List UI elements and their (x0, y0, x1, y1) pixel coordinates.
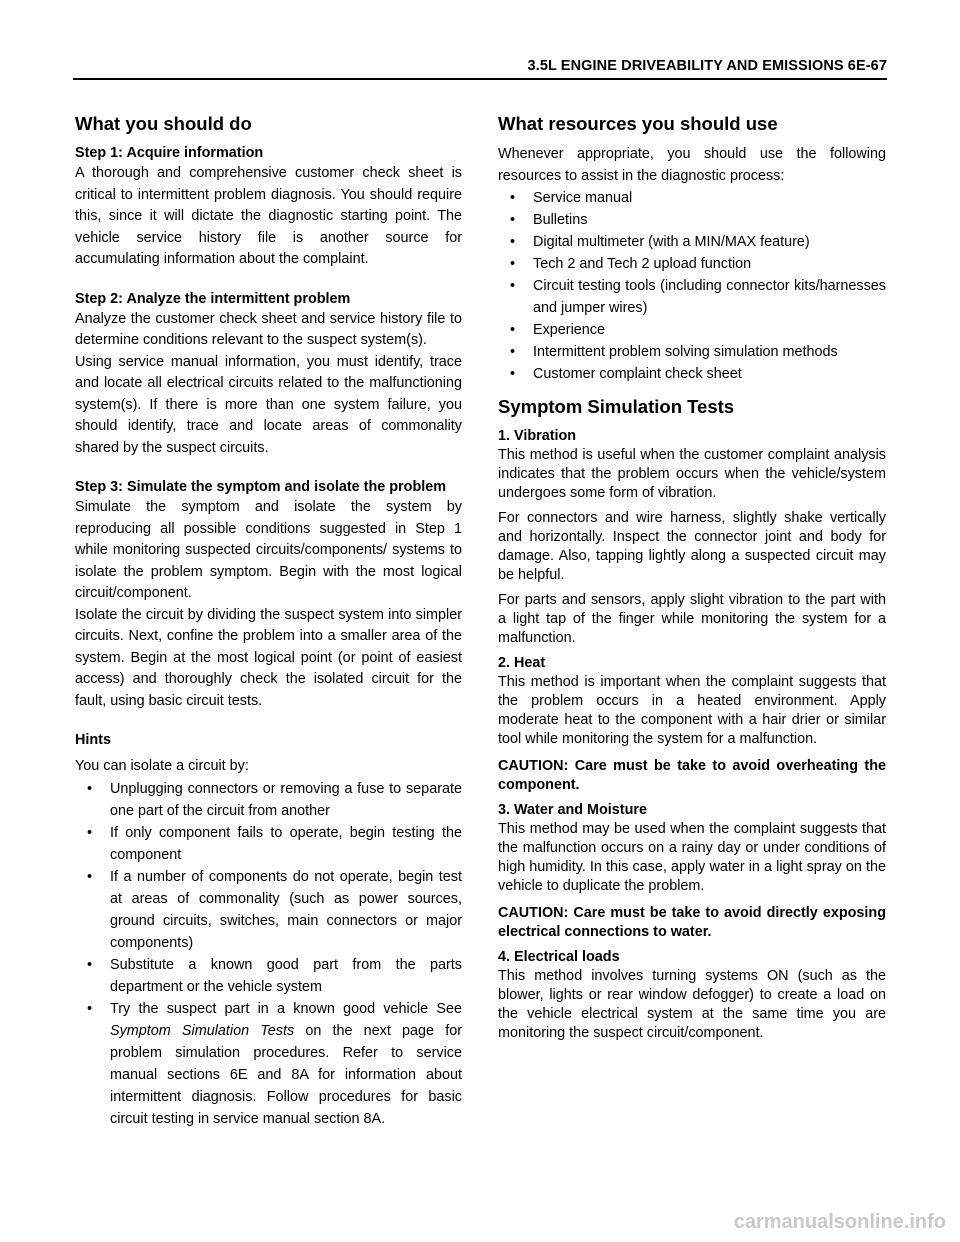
list-item (75, 822, 462, 866)
bullet-icon: • (510, 278, 516, 294)
bullet-icon: • (510, 256, 516, 272)
bullet-icon: • (87, 780, 93, 797)
hint-text: Unplugging connectors or removing a fuse to separate one part of the circuit from another (110, 780, 462, 819)
hint-text: If only component fails to operate, begin testing the component (110, 824, 462, 863)
heat-caution: CAUTION: Care must be take to avoid overheating the component. (498, 758, 886, 793)
right-column (498, 112, 886, 1043)
page-header-title: 3.5L ENGINE DRIVEABILITY AND EMISSIONS 6E-67 (527, 58, 887, 74)
bullet-icon: • (510, 212, 516, 228)
heat-title: 2. Heat (498, 655, 546, 671)
bullet-icon: • (87, 824, 93, 841)
hint-text-post: on the next page for problem simulation procedures. Refer to service manual sections 6E and 8A for information about intermittent diagnosis. Follow procedures for basic circuit testing in service manual section 8A. (110, 1022, 462, 1127)
list-item (75, 998, 462, 1130)
hints-title: Hints (75, 732, 111, 748)
list-item (498, 253, 886, 275)
resource-text: Experience (533, 322, 605, 338)
list-item (498, 231, 886, 253)
resource-text: Circuit testing tools (including connector kits/harnesses and jumper wires) (533, 278, 886, 316)
resource-text: Bulletins (533, 212, 588, 228)
list-item (498, 209, 886, 231)
hints-intro: You can isolate a circuit by: (75, 758, 249, 774)
water-caution: CAUTION: Care must be take to avoid directly exposing electrical connections to water. (498, 905, 886, 940)
left-column (75, 112, 462, 1130)
hint-text-pre: Try the suspect part in a known good vehicle See (110, 1000, 462, 1017)
list-item (498, 341, 886, 363)
bullet-icon: • (510, 234, 516, 250)
list-item (498, 275, 886, 319)
step2-text-2: Using service manual information, you must identify, trace and locate all electrical circuits related to the malfunctioning system(s). If there is more than one system failure, you should identify, trace and locate areas of commonality shared by the suspect circuits. (75, 353, 462, 456)
bullet-icon: • (510, 190, 516, 206)
step3-title: Step 3: Simulate the symptom and isolate the problem (75, 479, 447, 495)
list-item (75, 866, 462, 954)
resource-text: Intermittent problem solving simulation methods (533, 344, 838, 360)
symptom-simulation-reference: Symptom Simulation Tests (110, 1022, 295, 1039)
water-title: 3. Water and Moisture (498, 802, 647, 818)
hints-list (75, 778, 462, 1130)
hint-text: If a number of components do not operate, begin test at areas of commonality (such as power sources, ground circuits, switches, main connectors or major components) (110, 868, 462, 951)
list-item (75, 778, 462, 822)
water-text: This method may be used when the complaint suggests that the malfunction occurs on a rainy day or under conditions of high humidity. In this case, apply water in a light spray on the vehicle to duplicate the problem. (498, 821, 886, 894)
vibration-text-1: This method is useful when the customer complaint analysis indicates that the problem occurs when the vehicle/system undergoes some form of vibration. (498, 447, 886, 501)
list-item (498, 319, 886, 341)
list-item (75, 954, 462, 998)
resource-text: Customer complaint check sheet (533, 366, 742, 382)
list-item (498, 187, 886, 209)
electrical-loads-text: This method involves turning systems ON (such as the blower, lights or rear window defogger) to create a load on the vehicle electrical system at the same time you are monitoring the suspect circuit/component. (498, 968, 886, 1041)
step3-text-1: Simulate the symptom and isolate the system by reproducing all possible conditions suggested in Step 1 while monitoring suspected circuits/components/ systems to isolate the problem symptom. Begin with the most logical circuit/component. (75, 499, 462, 601)
resources-heading: What resources you should use (498, 113, 778, 134)
page-header (73, 58, 887, 80)
resources-intro: Whenever appropriate, you should use the following resources to assist in the diagnostic process: (498, 146, 886, 184)
watermark: carmanualsonline.info (733, 1211, 946, 1233)
heat-text: This method is important when the complaint suggests that the problem occurs in a heated environment. Apply moderate heat to the component with a hair drier or similar tool while monitoring the system for a malfunction. (498, 674, 886, 747)
hint-text: Substitute a known good part from the parts department or the vehicle system (110, 956, 462, 995)
electrical-loads-title: 4. Electrical loads (498, 949, 620, 965)
vibration-title: 1. Vibration (498, 428, 577, 444)
what-you-should-do-heading: What you should do (75, 113, 252, 134)
resource-text: Digital multimeter (with a MIN/MAX feature) (533, 234, 810, 250)
list-item (498, 363, 886, 385)
symptom-simulation-heading: Symptom Simulation Tests (498, 396, 735, 417)
step2-title: Step 2: Analyze the intermittent problem (75, 290, 351, 307)
step1-text: A thorough and comprehensive customer check sheet is critical to intermittent problem diagnosis. You should require this, since it will dictate the diagnostic starting point. The vehicle service history file is another source for accumulating information about the complaint. (75, 165, 462, 267)
vibration-text-2: For connectors and wire harness, slightly shake vertically and horizontally. Inspect the connector joint and body for damage. Also, tapping lightly along a suspected circuit may be helpful. (498, 510, 886, 583)
step3-text-2: Isolate the circuit by dividing the suspect system into simpler circuits. Next, confine the problem into a smaller area of the system. Begin at the most logical point (or point of easiest access) and thoroughly check the isolated circuit for the fault, using basic circuit tests. (75, 606, 462, 709)
resource-text: Tech 2 and Tech 2 upload function (533, 256, 752, 272)
bullet-icon: • (87, 1000, 93, 1017)
step2-text-1: Analyze the customer check sheet and service history file to determine conditions relevant to the suspect system(s). (75, 310, 462, 348)
bullet-icon: • (87, 868, 93, 885)
bullet-icon: • (510, 322, 516, 338)
resources-list (498, 187, 886, 385)
bullet-icon: • (87, 956, 93, 973)
vibration-text-3: For parts and sensors, apply slight vibration to the part with a light tap of the finger while monitoring the system for a malfunction. (498, 592, 886, 646)
bullet-icon: • (510, 366, 516, 382)
step1-title: Step 1: Acquire information (75, 145, 264, 161)
bullet-icon: • (510, 344, 516, 360)
resource-text: Service manual (533, 190, 633, 206)
